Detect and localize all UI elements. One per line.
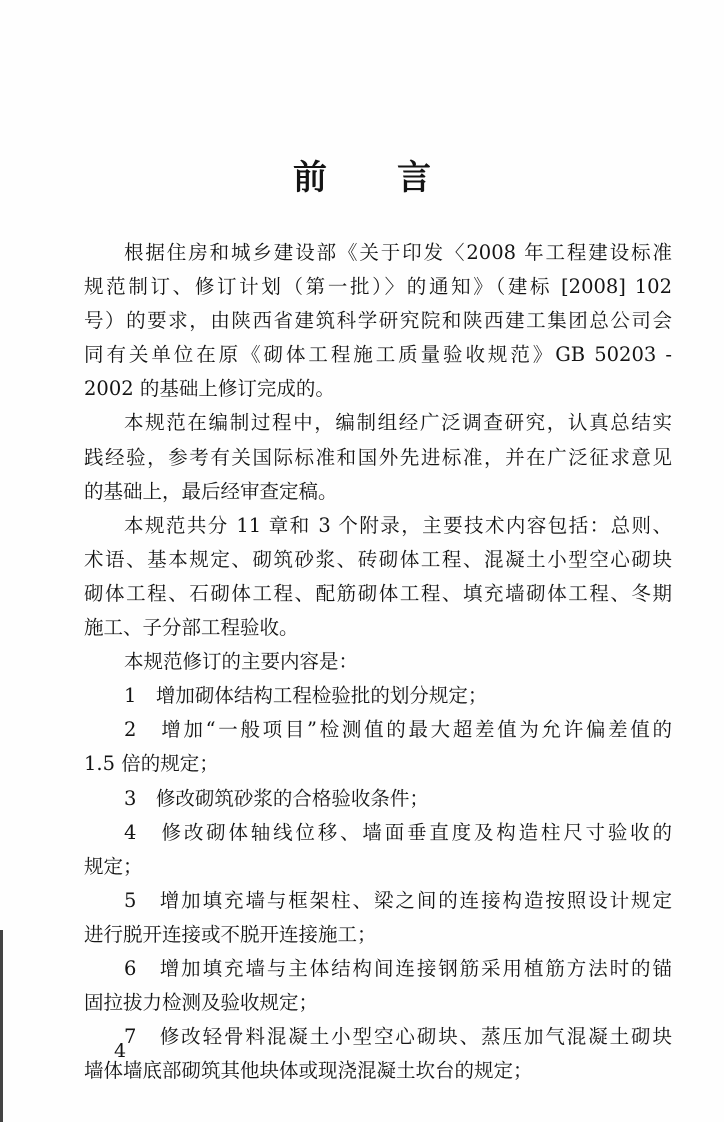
title-char-2: 言 xyxy=(397,158,431,198)
page-number: 4 xyxy=(114,1040,127,1062)
text-line: 施工、子分部工程验收。 xyxy=(84,616,299,640)
text-line: 本规范修订的主要内容是： xyxy=(124,650,359,674)
list-item: 2 增加“一般项目”检测值的最大超差值为允许偏差值的 xyxy=(124,718,672,742)
list-item: 5 增加填充墙与框架柱、梁之间的连接构造按照设计规定 xyxy=(124,888,672,912)
text-line: 固拉拔力检测及验收规定； xyxy=(84,991,319,1015)
list-item: 6 增加填充墙与主体结构间连接钢筋采用植筋方法时的锚 xyxy=(124,956,672,980)
text-line: 本规范共分 11 章和 3 个附录，主要技术内容包括：总则、 xyxy=(124,513,672,537)
text-line: 践经验，参考有关国际标准和国外先进标准，并在广泛征求意见 xyxy=(84,445,672,469)
preface-body xyxy=(84,236,672,1088)
text-line: 2002 的基础上修订完成的。 xyxy=(84,377,335,401)
text-line: 号）的要求，由陕西省建筑科学研究院和陕西建工集团总公司会 xyxy=(84,309,672,333)
text-line: 1.5 倍的规定； xyxy=(84,752,219,776)
text-line: 术语、基本规定、砌筑砂浆、砖砌体工程、混凝土小型空心砌块 xyxy=(84,547,672,571)
title-char-1: 前 xyxy=(293,158,327,198)
text-line: 进行脱开连接或不脱开连接施工； xyxy=(84,922,377,946)
text-line: 墙体墙底部砌筑其他块体或现浇混凝土坎台的规定； xyxy=(84,1059,533,1083)
text-line: 的基础上，最后经审查定稿。 xyxy=(84,479,338,503)
text-line: 同有关单位在原《砌体工程施工质量验收规范》GB 50203 - xyxy=(84,343,672,367)
text-line: 根据住房和城乡建设部《关于印发〈2008 年工程建设标准 xyxy=(124,241,672,264)
scan-edge-shadow xyxy=(0,930,3,1122)
page-title xyxy=(0,150,724,199)
list-item: 4 修改砌体轴线位移、墙面垂直度及构造柱尺寸验收的 xyxy=(124,820,672,844)
text-line: 规范制订、修订计划（第一批）〉的通知》（建标 [2008] 102 xyxy=(84,275,672,299)
text-line: 规定； xyxy=(84,854,143,878)
text-line: 砌体工程、石砌体工程、配筋砌体工程、填充墙砌体工程、冬期 xyxy=(84,581,672,605)
list-item: 7 修改轻骨料混凝土小型空心砌块、蒸压加气混凝土砌块 xyxy=(124,1025,672,1049)
text-line: 本规范在编制过程中，编制组经广泛调查研究，认真总结实 xyxy=(124,411,672,435)
list-item: 1 增加砌体结构工程检验批的划分规定； xyxy=(124,684,488,708)
list-item: 3 修改砌筑砂浆的合格验收条件； xyxy=(124,786,429,810)
